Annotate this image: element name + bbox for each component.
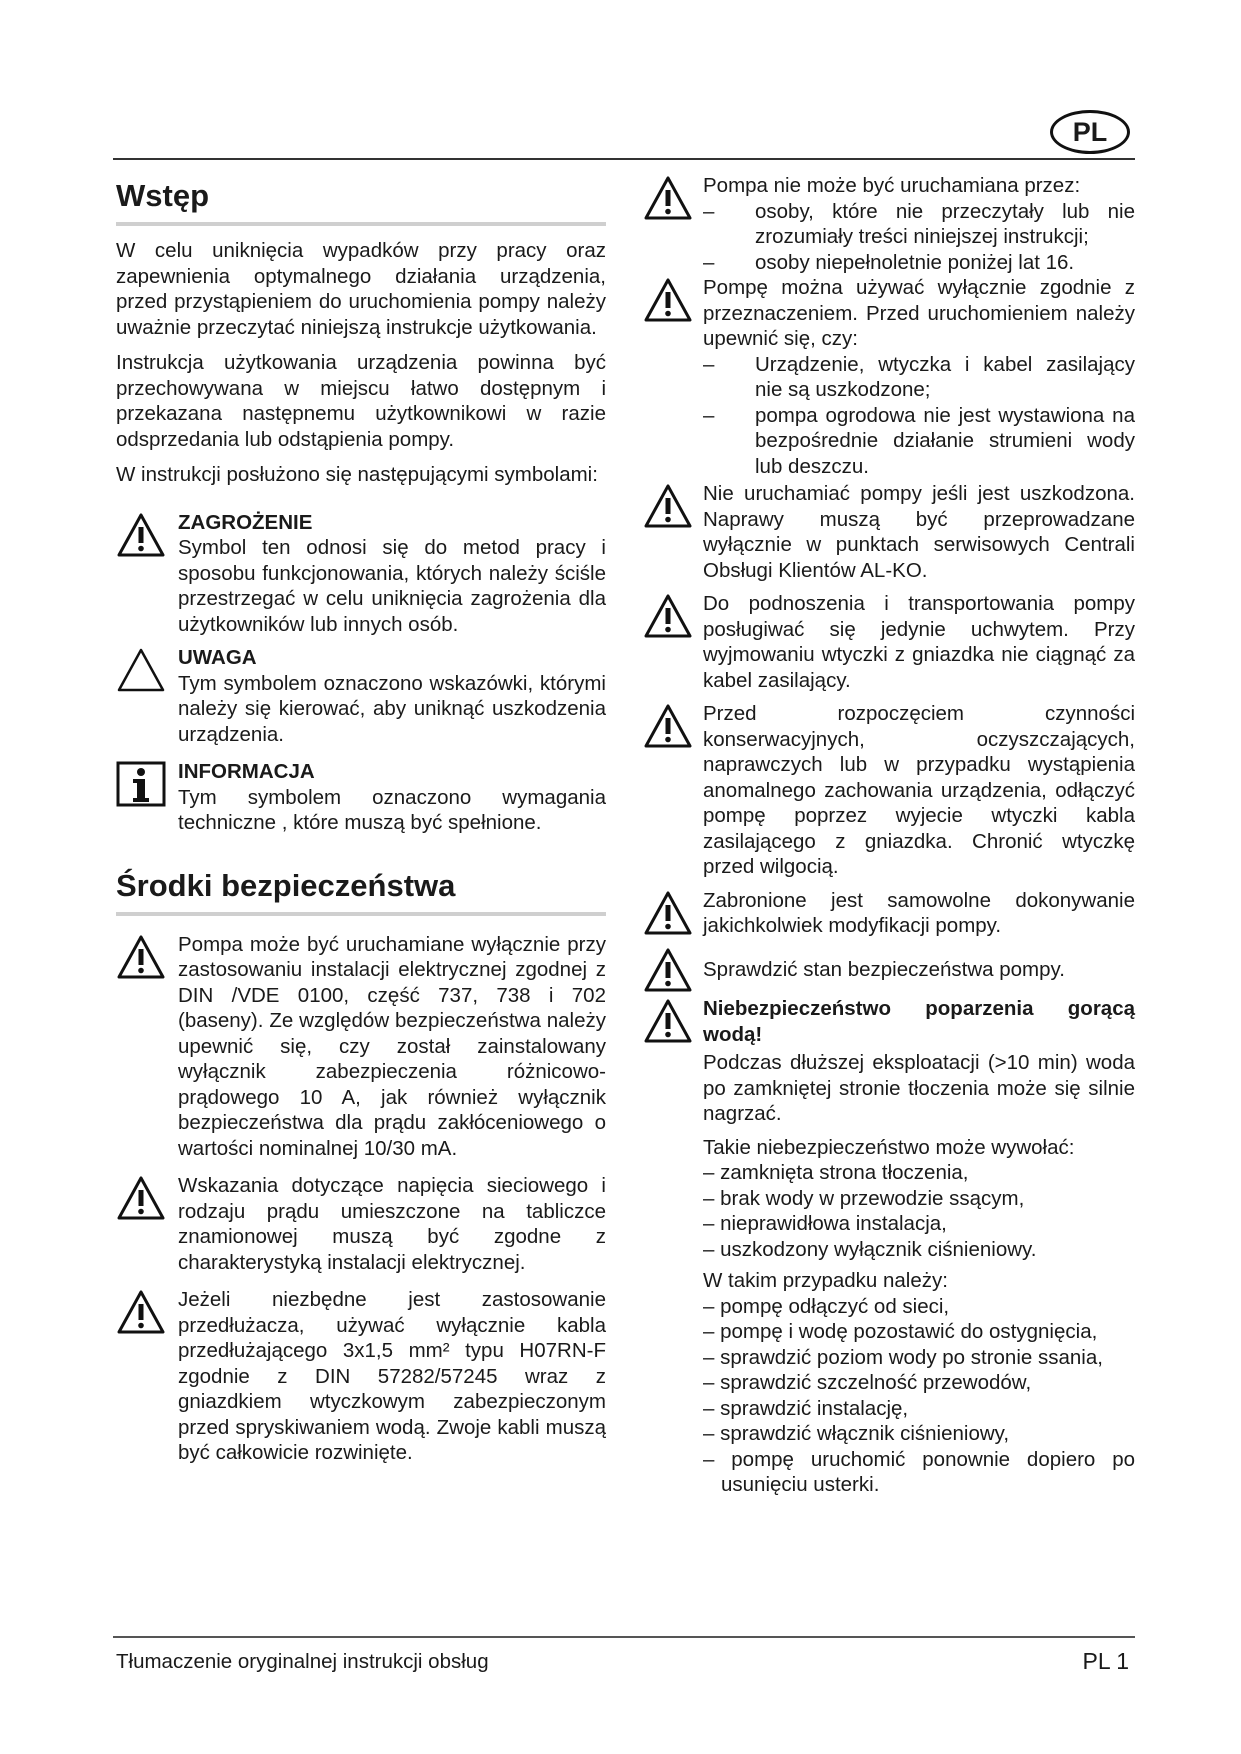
warning-lead: Pompę można używać wyłącznie zgodnie z przeznaczeniem. Przed uruchomieniem należy upewnić się, czy: [703, 276, 1135, 350]
caution-icon [116, 647, 166, 693]
safety-item-text: Pompa może być uruchamiane wyłącznie przy zastosowaniu instalacji elektrycznej zgodnej z DIN /VDE 0100, część 737, 738 i 702 (baseny). Ze względów bezpieczeństwa należy upewnić się, czy został zainstalowany wyłącznik zabezpieczenia różnicowo-prądowego 10 A, jak również wyłącznik bezpieczeństwa dla prądu zakłóceniowego o wartości nominalnej 10/30 mA. [178, 932, 606, 1160]
safety-item-text: Jeżeli niezbędne jest zastosowanie przedłużacza, używać wyłącznie kabla przedłużającego 3x1,5 mm² typu H07RN-F zgodnie z DIN 57282/57245 wraz z gniazdkiem wtyczkowym zabezpieczonym przed spryskiwaniem wodą. Zwoje kabli muszą być całkowicie rozwinięte. [178, 1288, 606, 1464]
warning-icon [643, 998, 693, 1044]
warning-icon [643, 175, 693, 221]
list-item: – osoby, które nie przeczytały lub nie zrozumiały treści niniejszej instrukcji; [703, 199, 1135, 248]
list-item: – Urządzenie, wtyczka i kabel zasilający nie są uszkodzone; [703, 352, 1135, 401]
symbol-caution [116, 645, 606, 747]
safety-heading: Środki bezpieczeństwa [116, 862, 606, 916]
hot-water-paragraph-2: Takie niebezpieczeństwo może wywołać: [703, 1135, 1075, 1159]
header-divider [113, 158, 1135, 160]
warning-block-damaged [643, 481, 1135, 583]
cause-item: – nieprawidłowa instalacja, [703, 1212, 947, 1235]
action-item: – pompę i wodę pozostawić do ostygnięcia, [703, 1320, 1098, 1343]
cause-item: – brak wody w przewodzie ssącym, [703, 1186, 1025, 1210]
action-item: – pompę uruchomić ponownie dopiero po usunięciu usterki. [703, 1447, 1135, 1496]
safety-item [116, 932, 606, 1162]
list-item: – osoby niepełnoletnie poniżej lat 16. [703, 250, 1075, 274]
warning-block-usage [643, 275, 1135, 479]
info-icon [116, 761, 166, 807]
symbol-caution-title: UWAGA [178, 646, 257, 669]
warning-text: Nie uruchamiać pompy jeśli jest uszkodzona. Naprawy muszą być przeprowadzane wyłącznie w punktach serwisowych Centrali Obsługi Klientów AL-KO. [703, 482, 1135, 582]
symbol-info-text: Tym symbolem oznaczono wymagania techniczne , które muszą być spełnione. [178, 785, 606, 834]
warning-block-transport [643, 591, 1135, 693]
warning-text: Przed rozpoczęciem czynności konserwacyjnych, oczyszczających, naprawczych lub w przypadku wystąpienia anomalnego zachowania urządzenia, odłączyć pompę poprzez wyjecie wtyczki kabla zasilającego z gniazdka. Chronić wtyczkę przed wilgocią. [703, 702, 1135, 878]
warning-block-safety-check [643, 957, 1135, 983]
hot-water-paragraph-1: Podczas dłuższej eksploatacji (>10 min) woda po zamkniętej stronie tłoczenia może się silnie nagrzać. [703, 1051, 1135, 1125]
action-item: – sprawdzić poziom wody po stronie ssania, [703, 1345, 1103, 1369]
warning-text: Sprawdzić stan bezpieczeństwa pompy. [703, 957, 1065, 981]
footer-title: Tłumaczenie oryginalnej instrukcji obsług [116, 1650, 489, 1673]
intro-paragraph-2: Instrukcja użytkowania urządzenia powinna być przechowywana w miejscu łatwo dostępnym i przekazana następnemu użytkownikowi w razie odsprzedania lub odstąpienia pompy. [116, 351, 606, 451]
warning-icon [116, 1289, 166, 1335]
symbol-info-title: INFORMACJA [178, 760, 315, 783]
hot-water-paragraph-3: W takim przypadku należy: [703, 1269, 948, 1292]
action-item: – sprawdzić szczelność przewodów, [703, 1371, 1032, 1394]
symbol-danger-title: ZAGROŻENIE [178, 510, 313, 534]
warning-text: Zabronione jest samowolne dokonywanie jakichkolwiek modyfikacji pompy. [703, 888, 1135, 937]
language-badge: PL [1050, 110, 1130, 154]
warning-icon [643, 947, 693, 993]
warning-block-maintenance [643, 701, 1135, 880]
warning-icon [116, 1175, 166, 1221]
warning-block-operators [643, 173, 1135, 275]
hot-water-title: Niebezpieczeństwo poparzenia gorącą wodą! [703, 997, 1135, 1046]
warning-block-hot-water [643, 996, 1135, 1498]
symbol-danger-text: Symbol ten odnosi się do metod pracy i sposobu funkcjonowania, których należy ściśle przestrzegać w celu uniknięcia zagrożenia dla użytkowników lub innych osób. [178, 536, 606, 636]
action-item: – sprawdzić włącznik ciśnieniowy, [703, 1422, 1010, 1445]
warning-icon [116, 512, 166, 558]
right-column [643, 173, 1135, 1498]
warning-icon [643, 483, 693, 529]
intro-paragraph-1: W celu uniknięcia wypadków przy pracy oraz zapewnienia optymalnego działania urządzenia, przed przystąpieniem do uruchomienia pompy należy uważnie przeczytać niniejszą instrukcje użytkowania. [116, 239, 606, 339]
warning-icon [643, 703, 693, 749]
list-item: – pompa ogrodowa nie jest wystawiona na bezpośrednie działanie strumieni wody lub deszczu. [703, 403, 1135, 478]
action-item: – pompę odłączyć od sieci, [703, 1294, 950, 1318]
warning-icon [643, 593, 693, 639]
safety-item [116, 1287, 606, 1466]
cause-item: – uszkodzony wyłącznik ciśnieniowy. [703, 1237, 1037, 1261]
action-item: – sprawdzić instalację, [703, 1396, 909, 1420]
safety-item [116, 1173, 606, 1275]
warning-lead: Pompa nie może być uruchamiana przez: [703, 174, 1081, 197]
warning-text: Do podnoszenia i transportowania pompy posługiwać się jedynie uchwytem. Przy wyjmowaniu wtyczki z gniazdka nie ciągnąć za kabel zasilający. [703, 592, 1135, 692]
intro-heading: Wstęp [116, 172, 606, 226]
cause-item: – zamknięta strona tłoczenia, [703, 1161, 969, 1184]
warning-block-modification [643, 888, 1135, 939]
safety-item-text: Wskazania dotyczące napięcia sieciowego i rodzaju prądu umieszczone na tabliczce znamionowej muszą być zgodne z charakterystyką instalacji elektrycznej. [178, 1174, 606, 1274]
warning-icon [643, 277, 693, 323]
footer-divider [113, 1636, 1135, 1638]
left-column [116, 172, 606, 1466]
intro-paragraph-3: W instrukcji posłużono się następującymi symbolami: [116, 463, 598, 486]
symbol-caution-text: Tym symbolem oznaczono wskazówki, którymi należy się kierować, aby uniknąć uszkodzenia urządzenia. [178, 671, 606, 746]
warning-icon [643, 890, 693, 936]
symbol-info [116, 759, 606, 836]
warning-icon [116, 934, 166, 980]
page-number: PL 1 [1082, 1648, 1129, 1674]
symbol-danger [116, 510, 606, 638]
